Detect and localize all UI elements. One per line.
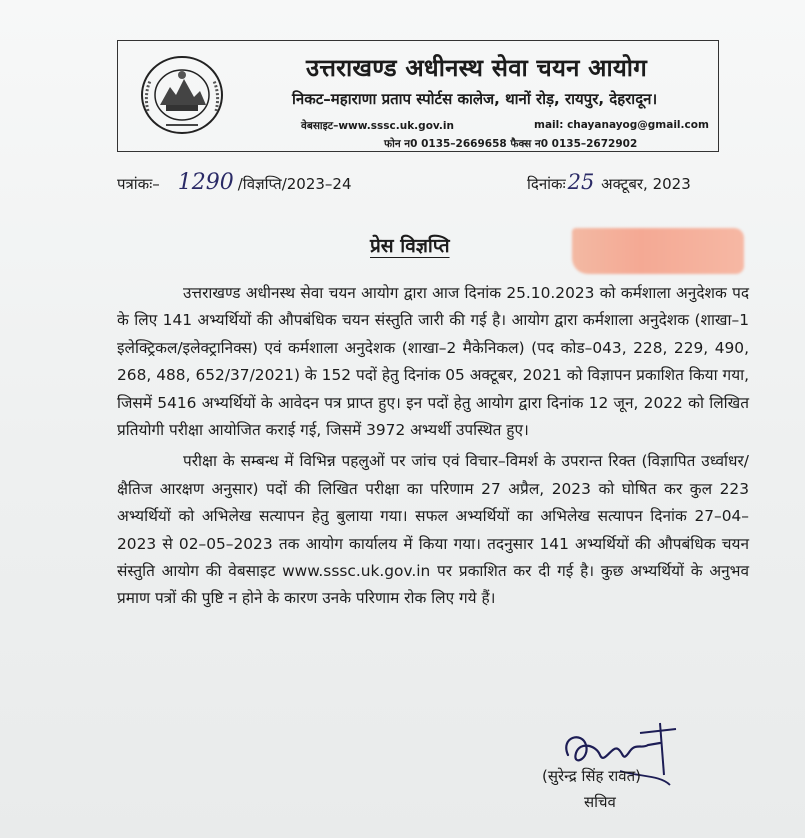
organisation-name: उत्तराखण्ड अधीनस्थ सेवा चयन आयोग bbox=[306, 54, 647, 82]
letter-date bbox=[527, 170, 691, 194]
letter-body bbox=[117, 280, 749, 617]
date-handwritten-day: 25 bbox=[567, 170, 595, 194]
letterhead bbox=[117, 40, 719, 152]
website-line: वेबसाइट–www.sssc.uk.gov.in bbox=[301, 120, 454, 132]
reference-suffix: /विज्ञप्ति/2023–24 bbox=[237, 175, 352, 193]
reference-prefix: पत्रांकः– bbox=[117, 175, 160, 193]
commission-seal-icon bbox=[136, 51, 228, 139]
body-paragraph-1: उत्तराखण्ड अधीनस्थ सेवा चयन आयोग द्वारा आज दिनांक 25.10.2023 को कर्मशाला अनुदेशक पद के लिए 141 अभ्यर्थियों की औपबंधिक चयन संस्तुति जारी की गई है। आयोग द्वारा कर्मशाला अनुदेशक (शाखा–1 इलेक्ट्रिकल/इलेक्ट्रानिक्स) एवं कर्मशाला अनुदेशक (शाखा–2 मैकेनिकल) (पद कोड–043, 228, 229, 490, 268, 488, 652/37/2021) के 152 पदों हेतु दिनांक 05 अक्टूबर, 2021 को विज्ञापन प्रकाशित किया गया, जिसमें 5416 अभ्यर्थियों के आवेदन पत्र प्राप्त हुए। इन पदों हेतु आयोग द्वारा दिनांक 12 जून, 2022 को लिखित प्रतियोगी परीक्षा आयोजित कराई गई, जिसमें 3972 अभ्यर्थी उपस्थित हुए। bbox=[117, 284, 749, 440]
phone-fax-line: फोन न0 0135–2669658 फैक्स न0 0135–2672902 bbox=[384, 138, 638, 150]
email-line: mail: chayanayog@gmail.com bbox=[534, 119, 709, 131]
document-title: प्रेस विज्ञप्ति bbox=[370, 235, 450, 257]
reference-handwritten-number: 1290 bbox=[177, 170, 234, 195]
date-suffix: अक्टूबर, 2023 bbox=[601, 175, 691, 193]
date-prefix: दिनांकः bbox=[527, 175, 566, 193]
body-paragraph-2: परीक्षा के सम्बन्ध में विभिन्न पहलुओं पर जांच एवं विचार–विमर्श के उपरान्त रिक्त (विज्ञापित उर्ध्वाधर/क्षैतिज आरक्षण अनुसार) पदों की लिखित परीक्षा का परिणाम 27 अप्रैल, 2023 को घोषित कर कुल 223 अभ्यर्थियों को अभिलेख सत्यापन हेतु बुलाया गया। सफल अभ्यर्थियों का अभिलेख सत्यापन दिनांक 27–04–2023 से 02–05–2023 तक आयोग कार्यालय में किया गया। तदनुसार 141 अभ्यर्थियों की औपबंधिक चयन संस्तुति आयोग की वेबसाइट www.sssc.uk.gov.in पर प्रकाशित कर दी गई है। कुछ अभ्यर्थियों के अनुभव प्रमाण पत्रों की पुष्टि न होने के कारण उनके परिणाम रोक लिए गये हैं। bbox=[117, 452, 749, 608]
reference-number bbox=[117, 170, 352, 195]
signatory-designation: सचिव bbox=[584, 793, 616, 811]
redaction-mark bbox=[572, 228, 744, 274]
signatory-name: (सुरेन्द्र सिंह रावत) bbox=[542, 767, 642, 785]
organisation-address: निकट–महाराणा प्रताप स्पोर्टस कालेज, थानों रोड़, रायपुर, देहरादून। bbox=[292, 90, 658, 108]
